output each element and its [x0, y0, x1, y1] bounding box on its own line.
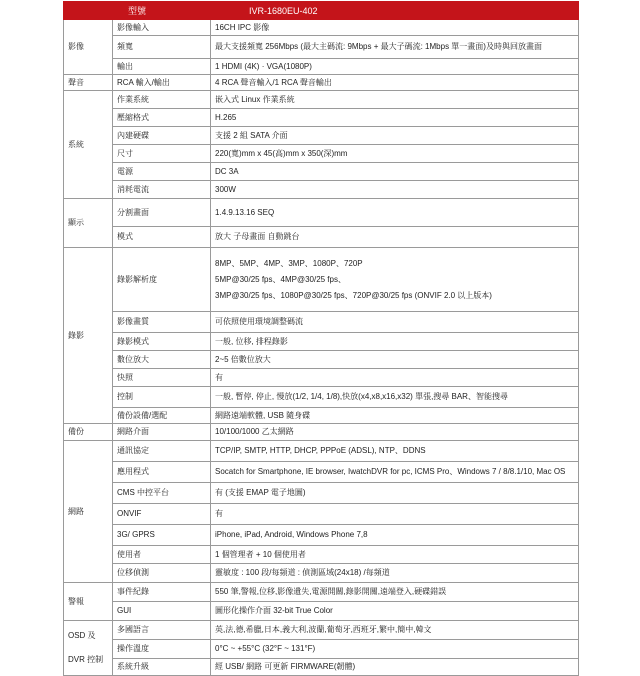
- category-cell: [64, 583, 113, 621]
- spec-value: 放大 子母畫面 自動跳台: [211, 227, 579, 248]
- category-name: 影像: [68, 42, 84, 51]
- spec-value: 有: [211, 504, 579, 525]
- spec-row: [64, 462, 579, 483]
- spec-label: 分割畫面: [113, 199, 211, 227]
- spec-row: [64, 59, 579, 75]
- spec-value: [211, 248, 579, 312]
- spec-value: H.265: [211, 109, 579, 127]
- category-name: 系統: [68, 139, 84, 149]
- spec-row: [64, 387, 579, 408]
- table-header-row: [64, 2, 579, 20]
- spec-value: 一般, 暫停, 停止, 慢放(1/2, 1/4, 1/8),快放(x4,x8,x16,x32) 單張,搜尋 BAR、智能搜尋: [211, 387, 579, 408]
- spec-label: 控制: [113, 387, 211, 408]
- spec-label: 操作溫度: [113, 640, 211, 659]
- spec-row: [64, 583, 579, 602]
- spec-row: [64, 602, 579, 621]
- spec-value: 550 筆,警報,位移,影像遺失,電源開關,錄影開關,遠端登入,硬碟錯誤: [211, 583, 579, 602]
- spec-value: 經 USB/ 網路 可更新 FIRMWARE(韌體): [211, 659, 579, 676]
- spec-label: 通訊協定: [113, 441, 211, 462]
- category-name: 顯示: [68, 218, 84, 227]
- spec-label: 影像輸入: [113, 20, 211, 36]
- spec-value: 300W: [211, 181, 579, 199]
- spec-label: 模式: [113, 227, 211, 248]
- spec-label: 電源: [113, 163, 211, 181]
- spec-label: 多國語言: [113, 621, 211, 640]
- spec-value: TCP/IP, SMTP, HTTP, DHCP, PPPoE (ADSL), NTP、DDNS: [211, 441, 579, 462]
- spec-label: 網路介面: [113, 424, 211, 441]
- spec-row: [64, 312, 579, 333]
- spec-label: 備份設備/選配: [113, 408, 211, 424]
- spec-label: RCA 輸入/輸出: [113, 75, 211, 91]
- category-cell: [64, 20, 113, 75]
- spec-row: [64, 621, 579, 640]
- spec-value: 嵌入式 Linux 作業系統: [211, 91, 579, 109]
- spec-row: [64, 369, 579, 387]
- spec-row: [64, 659, 579, 676]
- category-cell: [64, 424, 113, 441]
- spec-label: 頻寬: [113, 36, 211, 59]
- category-cell: [64, 248, 113, 424]
- category-name: 警報: [68, 596, 84, 606]
- spec-label: ONVIF: [113, 504, 211, 525]
- spec-value: 有: [211, 369, 579, 387]
- spec-row: [64, 504, 579, 525]
- spec-value: 16CH IPC 影像: [211, 20, 579, 36]
- spec-value: 2~5 倍數位放大: [211, 351, 579, 369]
- spec-row: [64, 564, 579, 583]
- spec-row: [64, 75, 579, 91]
- spec-label: CMS 中控平台: [113, 483, 211, 504]
- spec-table: [63, 1, 579, 676]
- spec-row: [64, 127, 579, 145]
- category-cell: [64, 199, 113, 248]
- spec-row: [64, 145, 579, 163]
- spec-row: [64, 163, 579, 181]
- spec-row: [64, 199, 579, 227]
- spec-label: 壓縮格式: [113, 109, 211, 127]
- spec-row: [64, 640, 579, 659]
- spec-row: [64, 441, 579, 462]
- spec-value: 220(寬)mm x 45(高)mm x 350(深)mm: [211, 145, 579, 163]
- spec-row: [64, 408, 579, 424]
- spec-value: 英,法,德,希臘,日本,義大利,波蘭,葡萄牙,西班牙,繁中,簡中,韓文: [211, 621, 579, 640]
- spec-value: 1 個管理者 + 10 個使用者: [211, 546, 579, 564]
- spec-row: [64, 333, 579, 351]
- spec-label: 尺寸: [113, 145, 211, 163]
- spec-row: [64, 181, 579, 199]
- spec-label: 錄影模式: [113, 333, 211, 351]
- spec-label: 消耗電流: [113, 181, 211, 199]
- spec-label: 3G/ GPRS: [113, 525, 211, 546]
- spec-label: 影像畫質: [113, 312, 211, 333]
- spec-value: 1.4.9.13.16 SEQ: [211, 199, 579, 227]
- spec-sheet: [63, 1, 578, 676]
- spec-label: 應用程式: [113, 462, 211, 483]
- spec-row: [64, 424, 579, 441]
- spec-value: DC 3A: [211, 163, 579, 181]
- spec-value: 網路遠端軟體, USB 隨身碟: [211, 408, 579, 424]
- category-name: 聲音: [68, 77, 84, 87]
- category-cell: [64, 75, 113, 91]
- spec-label: 系統升級: [113, 659, 211, 676]
- spec-value: 一般, 位移, 排程錄影: [211, 333, 579, 351]
- spec-label: 位移偵測: [113, 564, 211, 583]
- spec-row: [64, 20, 579, 36]
- spec-label: 錄影解析度: [113, 248, 211, 312]
- spec-value-line: 8MP、5MP、4MP、3MP、1080P、720P: [215, 258, 363, 268]
- spec-label: 使用者: [113, 546, 211, 564]
- spec-row: [64, 109, 579, 127]
- spec-value: 可依照使用環境調整碼流: [211, 312, 579, 333]
- spec-label: 快照: [113, 369, 211, 387]
- spec-value: 4 RCA 聲音輸入/1 RCA 聲音輸出: [211, 75, 579, 91]
- spec-row: [64, 36, 579, 59]
- spec-label: 作業系統: [113, 91, 211, 109]
- spec-label: GUI: [113, 602, 211, 621]
- category-name: OSD 及: [68, 631, 96, 640]
- spec-value: 0°C ~ +55°C (32°F ~ 131°F): [211, 640, 579, 659]
- spec-label: 事件紀錄: [113, 583, 211, 602]
- spec-label: 數位放大: [113, 351, 211, 369]
- category-name: 網路: [68, 506, 84, 516]
- spec-label: 輸出: [113, 59, 211, 75]
- spec-value: 最大支援頻寬 256Mbps (最大主碼流: 9Mbps + 最大子碼流: 1Mbps 單一畫面)及時與回放畫面: [211, 36, 579, 59]
- spec-row: [64, 227, 579, 248]
- spec-value: 10/100/1000 乙太網路: [211, 424, 579, 441]
- spec-value: 圖形化操作介面 32-bit True Color: [211, 602, 579, 621]
- spec-value-line: 5MP@30/25 fps、4MP@30/25 fps、: [215, 274, 346, 284]
- category-name: 錄影: [68, 330, 84, 340]
- spec-row: [64, 483, 579, 504]
- category-cell: [64, 441, 113, 583]
- spec-value: 1 HDMI (4K) · VGA(1080P): [211, 59, 579, 75]
- spec-row: [64, 546, 579, 564]
- spec-value: 支援 2 組 SATA 介面: [211, 127, 579, 145]
- model-name: IVR-1680EU-402: [211, 2, 579, 20]
- header-label: 型號: [64, 2, 211, 20]
- spec-value: 有 (支援 EMAP 電子地圖): [211, 483, 579, 504]
- category-name: 備份: [68, 427, 84, 436]
- spec-row: [64, 351, 579, 369]
- spec-row: [64, 91, 579, 109]
- category-name-line2: DVR 控制: [68, 655, 104, 664]
- spec-value: 靈敏度 : 100 段/每頻道 : 偵測區域(24x18) /每頻道: [211, 564, 579, 583]
- spec-row: [64, 248, 579, 312]
- spec-label: 內建硬碟: [113, 127, 211, 145]
- category-cell: [64, 621, 113, 676]
- spec-value: Socatch for Smartphone, IE browser, IwatchDVR for pc, ICMS Pro、Windows 7 / 8/8.1/10, Mac OS: [211, 462, 579, 483]
- spec-value-line: 3MP@30/25 fps、1080P@30/25 fps、720P@30/25 fps (ONVIF 2.0 以上版本): [215, 290, 492, 300]
- spec-value: iPhone, iPad, Android, Windows Phone 7,8: [211, 525, 579, 546]
- category-cell: [64, 91, 113, 199]
- spec-row: [64, 525, 579, 546]
